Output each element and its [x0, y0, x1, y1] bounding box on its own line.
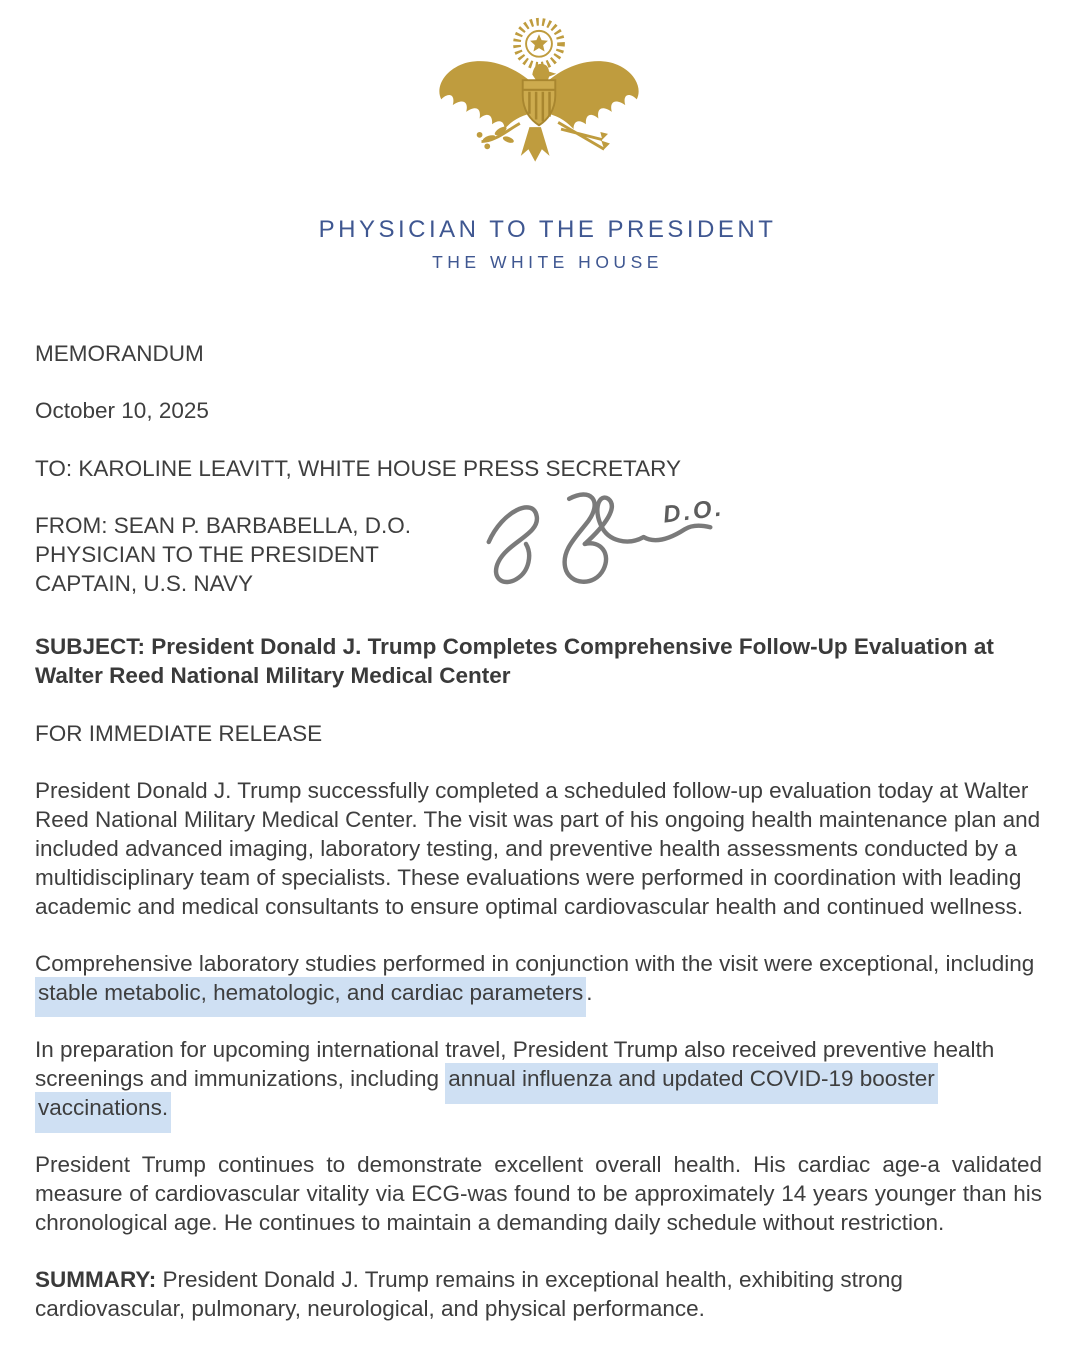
paragraph-2-text: Comprehensive laboratory studies performed in conjunction with the visit were exceptional, including — [35, 951, 1035, 976]
memo-from-line: FROM: SEAN P. BARBABELLA, D.O. — [35, 513, 411, 538]
memo-type-label: MEMORANDUM — [35, 341, 204, 366]
subject-label: SUBJECT: — [35, 634, 152, 659]
summary-paragraph — [35, 1265, 1042, 1323]
body-paragraph-2 — [35, 949, 1042, 1007]
memo-subject-line — [35, 632, 1042, 690]
memo-to-line: TO: KAROLINE LEAVITT, WHITE HOUSE PRESS SECRETARY — [35, 456, 681, 481]
paragraph-2-period: . — [586, 980, 593, 1005]
body-paragraph-1: President Donald J. Trump successfully completed a scheduled follow-up evaluation today at Walter Reed National Military Medical Center. The visit was part of his ongoing health maintenance plan and included advanced imaging, laboratory testing, and preventive health assessments conducted by a multidisciplinary team of specialists. These evaluations were performed in coordination with leading academic and medical consultants to ensure optimal cardiovascular health and continued wellness. — [35, 778, 1041, 919]
summary-label: SUMMARY: — [35, 1267, 163, 1292]
letterhead — [35, 14, 1042, 273]
memo-from-block — [35, 494, 1042, 598]
eagle-seal-icon — [424, 14, 654, 186]
highlighted-vaccinations: annual influenza and updated COVID-19 booster vaccinations. — [35, 1063, 938, 1133]
release-line: FOR IMMEDIATE RELEASE — [35, 721, 323, 746]
letterhead-subtitle: THE WHITE HOUSE — [432, 252, 663, 272]
memo-from-title: PHYSICIAN TO THE PRESIDENT — [35, 542, 379, 567]
subject-text: President Donald J. Trump Completes Comprehensive Follow-Up Evaluation at Walter Reed National Military Medical Center — [35, 634, 994, 688]
body-paragraph-3 — [35, 1035, 1042, 1122]
letterhead-title: PHYSICIAN TO THE PRESIDENT — [318, 216, 777, 243]
highlighted-lab-results: stable metabolic, hematologic, and cardiac parameters — [35, 977, 586, 1017]
memo-from-rank: CAPTAIN, U.S. NAVY — [35, 571, 253, 596]
paragraph-3-text: In preparation for upcoming international travel, President Trump also received preventive health screenings and immunizations, including — [35, 1037, 995, 1091]
memo-date: October 10, 2025 — [35, 398, 209, 423]
body-paragraph-4: President Trump continues to demonstrate excellent overall health. His cardiac age-a validated measure of cardiovascular vitality via ECG-was found to be approximately 14 years younger than his chronological age. He continues to maintain a demanding daily schedule without restriction. — [35, 1152, 1042, 1235]
summary-text: President Donald J. Trump remains in exceptional health, exhibiting strong cardiovascular, pulmonary, neurological, and physical performance. — [35, 1267, 903, 1321]
signature-degree-annotation: D.O. — [661, 494, 726, 529]
